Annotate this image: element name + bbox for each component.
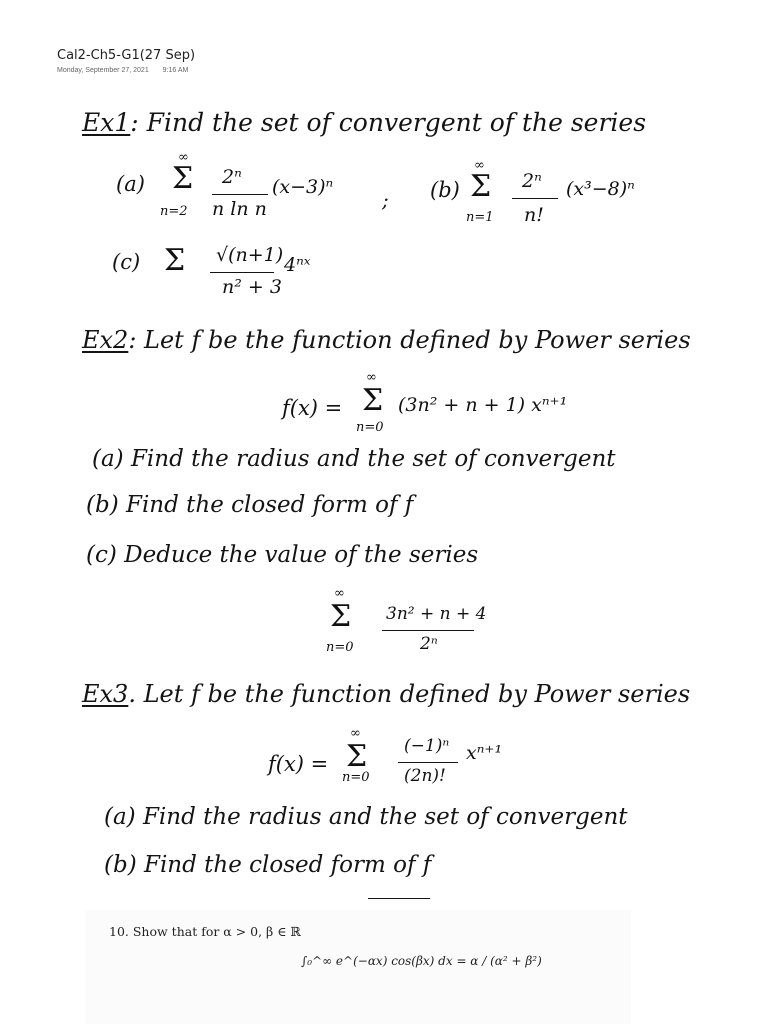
series-term: (3n² + n + 1) xⁿ⁺¹ [398,394,568,416]
fraction-numerator: (−1)ⁿ [404,736,450,756]
fraction-bar [398,762,458,763]
fraction-numerator: 2ⁿ [222,166,242,188]
item-c-label: (c) [112,250,141,274]
item-a-label: (a) [116,172,145,196]
series-term: (x−3)ⁿ [272,176,334,198]
fraction-numerator: √(n+1) [216,244,284,266]
fraction-bar [382,630,474,631]
exercise-3-text: . Let f be the function defined by Power series [128,680,691,708]
sigma-symbol: Σ [172,161,194,196]
item-b-label: (b) [430,178,460,202]
exercise-1-label: Ex1 [82,108,131,137]
exercise-1-heading [82,108,646,137]
series-term: 4ⁿˣ [284,254,311,276]
problem-10-statement: 10. Show that for α > 0, β ∈ ℝ [109,924,301,939]
sum-lower-limit: n=1 [466,210,494,225]
fraction-denominator: (2n)! [404,766,446,786]
exercise-3-heading [82,680,690,708]
fraction-bar [212,194,268,195]
sum-upper-limit: ∞ [334,586,345,601]
fraction-denominator: n² + 3 [222,276,282,298]
exercise-1-text: : Find the set of convergent of the series [130,108,647,137]
fraction-numerator: 2ⁿ [522,170,542,192]
sum-lower-limit: n=0 [356,420,384,435]
series-term: (x³−8)ⁿ [566,178,635,200]
underline-stroke [368,898,430,899]
page-time: 9:16 AM [162,67,189,74]
sigma-symbol: Σ [164,243,186,278]
exercise-3-part-a: (a) Find the radius and the set of convergent [104,804,628,830]
sigma-symbol: Σ [470,169,492,204]
exercise-2-heading [82,326,691,354]
sum-lower-limit: n=0 [342,770,370,785]
fraction-denominator: n ln n [212,198,267,220]
sigma-symbol: Σ [346,739,368,774]
page-title: Cal2-Ch5-G1(27 Sep) [57,48,196,63]
series-separator: ; [382,188,389,212]
sum-upper-limit: ∞ [350,726,361,741]
fraction-bar [210,272,274,273]
fraction-bar [512,198,558,199]
series-term: xⁿ⁺¹ [466,742,503,764]
function-name: f(x) = [268,752,329,776]
fraction-numerator: 3n² + n + 4 [386,604,487,624]
exercise-3-label: Ex3 [82,680,129,708]
problem-10-equation: ∫₀^∞ e^(−αx) cos(βx) dx = α / (α² + β²) [301,954,542,968]
fraction-denominator: n! [524,204,544,226]
sum-lower-limit: n=2 [160,204,188,219]
sum-upper-limit: ∞ [366,370,377,385]
pasted-problem-snippet [85,910,631,1024]
sigma-symbol: Σ [330,599,352,634]
exercise-2-label: Ex2 [82,326,129,354]
exercise-2-part-a: (a) Find the radius and the set of convergent [92,446,616,472]
exercise-3-part-b: (b) Find the closed form of f [104,852,432,878]
page-date: Monday, September 27, 2021 [57,67,149,74]
sum-upper-limit: ∞ [178,150,189,165]
fraction-denominator: 2ⁿ [420,634,438,654]
page-timestamp [57,67,195,74]
sum-lower-limit: n=0 [326,640,354,655]
exercise-2-part-c: (c) Deduce the value of the series [86,542,479,568]
exercise-2-text: : Let f be the function defined by Power series [128,326,691,354]
exercise-2-part-b: (b) Find the closed form of f [86,492,414,518]
function-name: f(x) = [282,396,343,420]
sigma-symbol: Σ [362,383,384,418]
note-header [57,48,195,74]
sum-upper-limit: ∞ [474,158,485,173]
